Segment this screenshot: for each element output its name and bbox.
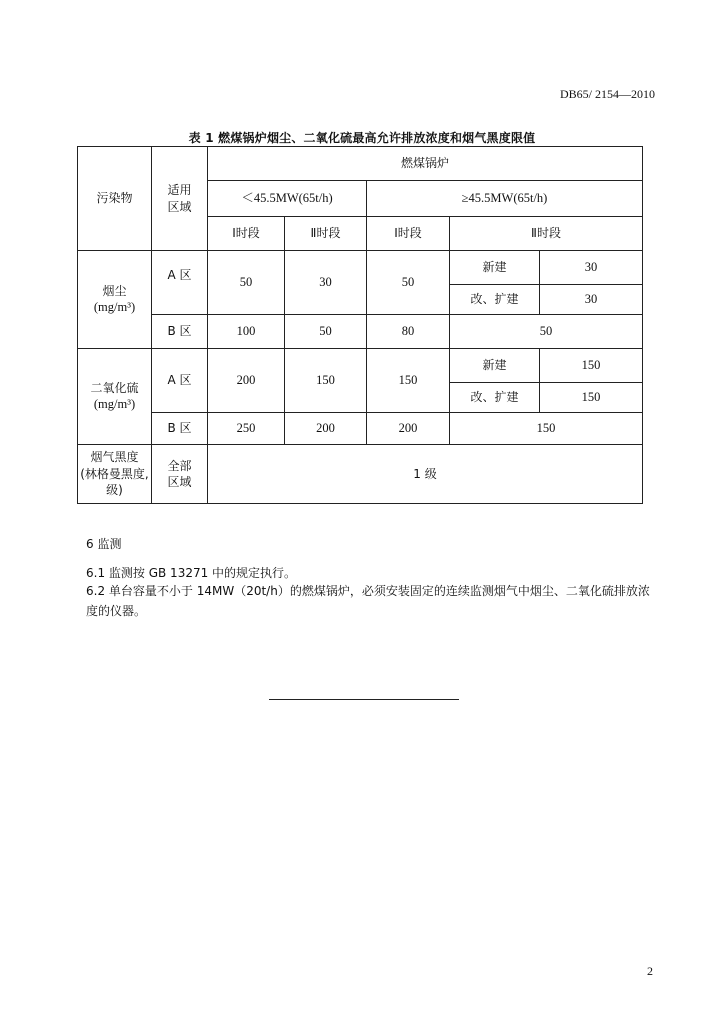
section-title: 6 监测	[86, 537, 122, 551]
paragraph-6-1: 6.1 监测按 GB 13271 中的规定执行。	[86, 566, 297, 580]
header-zone-line1: 适用	[167, 183, 192, 198]
table-row	[78, 349, 643, 383]
value-cell: 200	[208, 349, 285, 413]
header-period2-large: Ⅱ时段	[450, 217, 643, 251]
zone-a: A 区	[152, 251, 208, 315]
zone-b: B 区	[152, 315, 208, 349]
end-rule	[269, 699, 459, 700]
value-cell: 150	[540, 349, 643, 383]
table-row	[78, 445, 643, 504]
pollutant-so2	[78, 349, 152, 445]
value-cell: 100	[208, 315, 285, 349]
value-cell: 30	[540, 251, 643, 285]
value-cell: 50	[285, 315, 367, 349]
header-capacity-small: ＜45.5MW(65t/h)	[208, 181, 367, 217]
blackness-name-line1: 烟气黑度	[90, 449, 139, 464]
value-cell: 200	[285, 413, 367, 445]
emission-limits-table	[77, 146, 643, 504]
value-cell: 150	[285, 349, 367, 413]
so2-unit: (mg/m³)	[93, 397, 136, 412]
value-cell: 30	[285, 251, 367, 315]
table-caption: 表 1 燃煤锅炉烟尘、二氧化硫最高允许排放浓度和烟气黑度限值	[188, 131, 536, 145]
zone-b: B 区	[152, 413, 208, 445]
page-number: 2	[647, 964, 653, 978]
table-row	[78, 315, 643, 349]
zone-all	[152, 445, 208, 504]
zone-all-line1: 全部	[167, 458, 192, 473]
value-cell: 1 级	[208, 445, 643, 504]
table-row	[78, 251, 643, 285]
document-number: DB65/ 2154—2010	[559, 87, 655, 101]
header-capacity-large: ≥45.5MW(65t/h)	[367, 181, 643, 217]
header-period1-small: Ⅰ时段	[208, 217, 285, 251]
renovation-label: 改、扩建	[450, 285, 540, 315]
blackness-name-line3: 级)	[106, 483, 123, 498]
header-coal-boiler: 燃煤锅炉	[208, 147, 643, 181]
value-cell: 150	[450, 413, 643, 445]
pollutant-soot	[78, 251, 152, 349]
value-cell: 250	[208, 413, 285, 445]
zone-a: A 区	[152, 349, 208, 413]
value-cell: 150	[367, 349, 450, 413]
renovation-label: 改、扩建	[450, 383, 540, 413]
header-period1-large: Ⅰ时段	[367, 217, 450, 251]
header-zone	[152, 147, 208, 251]
value-cell: 150	[540, 383, 643, 413]
value-cell: 50	[367, 251, 450, 315]
paragraph-6-2: 6.2 单台容量不小于 14MW（20t/h）的燃煤锅炉，必须安装固定的连续监测烟气中烟尘、二氧化硫排放浓度的仪器。	[86, 584, 650, 618]
table-header-row	[78, 147, 643, 181]
blackness-name-line2: (林格曼黑度,	[80, 466, 149, 481]
pollutant-smoke-blackness	[78, 445, 152, 504]
value-cell: 50	[450, 315, 643, 349]
so2-name: 二氧化硫	[90, 380, 139, 395]
value-cell: 30	[540, 285, 643, 315]
zone-all-line2: 区域	[167, 475, 192, 489]
header-pollutant: 污染物	[78, 147, 152, 251]
table-row	[78, 413, 643, 445]
value-cell: 80	[367, 315, 450, 349]
soot-unit: (mg/m³)	[93, 300, 136, 315]
soot-name: 烟尘	[102, 283, 127, 298]
new-build-label: 新建	[450, 349, 540, 383]
value-cell: 50	[208, 251, 285, 315]
value-cell: 200	[367, 413, 450, 445]
new-build-label: 新建	[450, 251, 540, 285]
header-period2-small: Ⅱ时段	[285, 217, 367, 251]
header-zone-line2: 区域	[167, 199, 192, 214]
